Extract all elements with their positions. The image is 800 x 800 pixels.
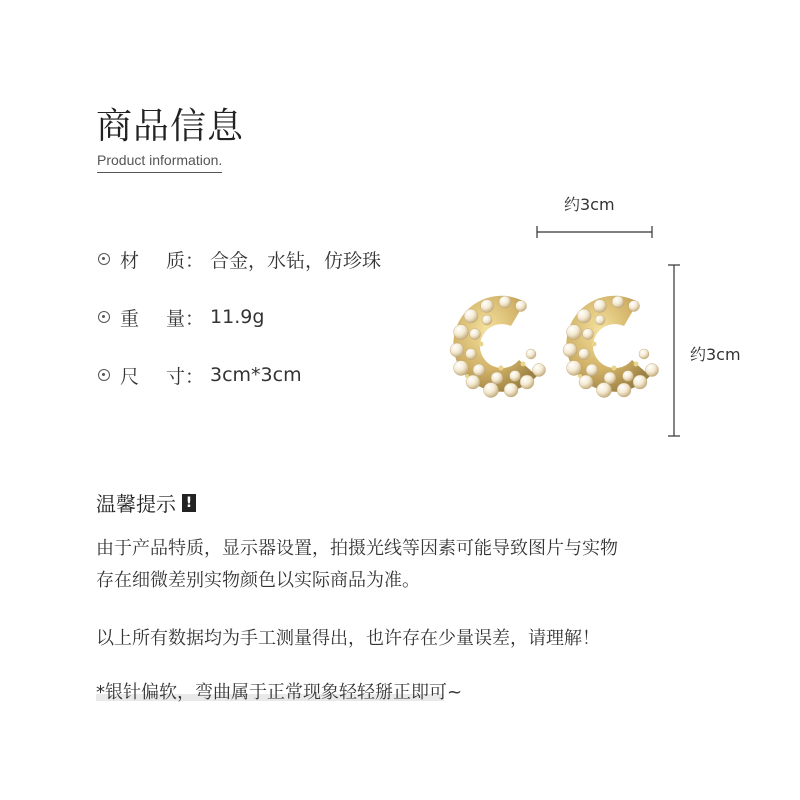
spec-row-material bbox=[98, 246, 381, 272]
spec-label-char2: 寸： bbox=[166, 365, 205, 388]
right-earring bbox=[563, 296, 659, 398]
left-earring bbox=[450, 296, 546, 398]
tips-silver-needle-note: *银针偏软，弯曲属于正常现象轻轻掰正即可~ bbox=[96, 682, 463, 703]
tips-measurement-note: 以上所有数据均为手工测量得出，也许存在少量误差，请理解！ bbox=[96, 628, 600, 649]
exclamation-icon: ! bbox=[182, 494, 196, 512]
spec-label-char2: 质： bbox=[166, 249, 205, 272]
spec-value: 3cm*3cm bbox=[210, 364, 302, 386]
spec-value: 11.9g bbox=[210, 306, 265, 328]
spec-label-char2: 量： bbox=[166, 307, 205, 330]
tips-paragraph-line: 存在细微差别实物颜色以实际商品为准。 bbox=[96, 570, 420, 591]
tips-heading bbox=[96, 488, 196, 517]
bullet-icon bbox=[98, 311, 110, 323]
spec-label-char1: 重 bbox=[120, 307, 140, 330]
tips-title: 温馨提示 bbox=[96, 492, 176, 516]
height-dimension-label: 约3cm bbox=[690, 345, 741, 364]
page-subtitle: Product information. bbox=[97, 152, 222, 173]
spec-row-weight bbox=[98, 304, 264, 330]
spec-label-char1: 尺 bbox=[120, 365, 140, 388]
bullet-icon bbox=[98, 253, 110, 265]
spec-label-char1: 材 bbox=[120, 249, 140, 272]
height-dimension-line bbox=[664, 262, 684, 440]
width-dimension-line bbox=[530, 222, 658, 242]
tips-paragraph-line: 由于产品特质，显示器设置，拍摄光线等因素可能导致图片与实物 bbox=[96, 538, 618, 559]
page-title: 商品信息 bbox=[96, 106, 245, 147]
bullet-icon bbox=[98, 369, 110, 381]
width-dimension-label: 约3cm bbox=[564, 195, 615, 214]
product-earrings-image bbox=[446, 290, 666, 402]
spec-value: 合金，水钻，仿珍珠 bbox=[210, 249, 382, 272]
spec-row-size bbox=[98, 362, 302, 388]
